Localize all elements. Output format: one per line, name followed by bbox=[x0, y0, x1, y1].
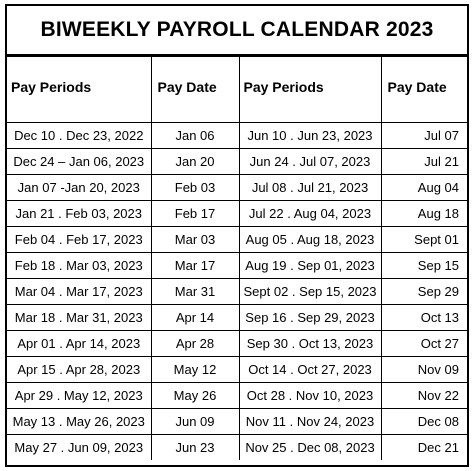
pay-period-cell: Apr 29 . May 12, 2023 bbox=[7, 383, 151, 409]
table-row bbox=[7, 357, 467, 383]
table-row bbox=[7, 175, 467, 201]
pay-period-cell: Aug 19 . Sep 01, 2023 bbox=[239, 253, 381, 279]
pay-date-cell: Jul 21 bbox=[381, 149, 467, 175]
pay-period-cell: May 13 . May 26, 2023 bbox=[7, 409, 151, 435]
pay-period-cell: Mar 18 . Mar 31, 2023 bbox=[7, 305, 151, 331]
pay-period-cell: Nov 11 . Nov 24, 2023 bbox=[239, 409, 381, 435]
pay-date-cell: Sep 29 bbox=[381, 279, 467, 305]
pay-date-cell: Dec 08 bbox=[381, 409, 467, 435]
pay-date-cell: Dec 21 bbox=[381, 435, 467, 461]
pay-period-cell: Apr 15 . Apr 28, 2023 bbox=[7, 357, 151, 383]
pay-period-cell: Feb 18 . Mar 03, 2023 bbox=[7, 253, 151, 279]
table-row bbox=[7, 123, 467, 149]
pay-period-cell: Dec 24 – Jan 06, 2023 bbox=[7, 149, 151, 175]
pay-period-cell: Nov 25 . Dec 08, 2023 bbox=[239, 435, 381, 461]
pay-period-cell: Oct 28 . Nov 10, 2023 bbox=[239, 383, 381, 409]
pay-period-cell: Dec 10 . Dec 23, 2022 bbox=[7, 123, 151, 149]
table-row bbox=[7, 149, 467, 175]
column-header-pay-periods: Pay Periods bbox=[239, 57, 381, 123]
pay-date-cell: Feb 03 bbox=[151, 175, 239, 201]
table-row bbox=[7, 331, 467, 357]
pay-date-cell: Jul 07 bbox=[381, 123, 467, 149]
pay-date-cell: Mar 17 bbox=[151, 253, 239, 279]
pay-period-cell: Apr 01 . Apr 14, 2023 bbox=[7, 331, 151, 357]
pay-period-cell: Jul 22 . Aug 04, 2023 bbox=[239, 201, 381, 227]
table-row bbox=[7, 409, 467, 435]
pay-date-cell: Aug 18 bbox=[381, 201, 467, 227]
pay-date-cell: Jun 09 bbox=[151, 409, 239, 435]
pay-period-cell: Feb 04 . Feb 17, 2023 bbox=[7, 227, 151, 253]
column-header-pay-periods: Pay Periods bbox=[7, 57, 151, 123]
table-row bbox=[7, 305, 467, 331]
pay-period-cell: Jan 21 . Feb 03, 2023 bbox=[7, 201, 151, 227]
page-title: BIWEEKLY PAYROLL CALENDAR 2023 bbox=[7, 6, 467, 56]
pay-period-cell: Mar 04 . Mar 17, 2023 bbox=[7, 279, 151, 305]
pay-period-cell: Oct 14 . Oct 27, 2023 bbox=[239, 357, 381, 383]
payroll-calendar bbox=[5, 4, 469, 467]
pay-date-cell: Nov 22 bbox=[381, 383, 467, 409]
pay-period-cell: May 27 . Jun 09, 2023 bbox=[7, 435, 151, 461]
column-header-pay-date: Pay Date bbox=[151, 57, 239, 123]
pay-period-cell: Sep 16 . Sep 29, 2023 bbox=[239, 305, 381, 331]
pay-date-cell: Oct 27 bbox=[381, 331, 467, 357]
table-row bbox=[7, 227, 467, 253]
pay-period-cell: Jan 07 -Jan 20, 2023 bbox=[7, 175, 151, 201]
pay-date-cell: May 12 bbox=[151, 357, 239, 383]
pay-date-cell: Jan 06 bbox=[151, 123, 239, 149]
header-row bbox=[7, 57, 467, 123]
pay-date-cell: May 26 bbox=[151, 383, 239, 409]
pay-date-cell: Nov 09 bbox=[381, 357, 467, 383]
table-row bbox=[7, 253, 467, 279]
table-row bbox=[7, 201, 467, 227]
pay-date-cell: Jun 23 bbox=[151, 435, 239, 461]
pay-date-cell: Apr 28 bbox=[151, 331, 239, 357]
pay-period-cell: Sept 02 . Sep 15, 2023 bbox=[239, 279, 381, 305]
table-row bbox=[7, 279, 467, 305]
pay-date-cell: Feb 17 bbox=[151, 201, 239, 227]
column-header-pay-date: Pay Date bbox=[381, 57, 467, 123]
pay-period-cell: Jun 10 . Jun 23, 2023 bbox=[239, 123, 381, 149]
pay-date-cell: Sept 01 bbox=[381, 227, 467, 253]
pay-period-cell: Sep 30 . Oct 13, 2023 bbox=[239, 331, 381, 357]
pay-date-cell: Oct 13 bbox=[381, 305, 467, 331]
pay-period-cell: Jun 24 . Jul 07, 2023 bbox=[239, 149, 381, 175]
payroll-table bbox=[7, 56, 467, 460]
table-row bbox=[7, 383, 467, 409]
pay-date-cell: Mar 31 bbox=[151, 279, 239, 305]
pay-date-cell: Apr 14 bbox=[151, 305, 239, 331]
pay-period-cell: Jul 08 . Jul 21, 2023 bbox=[239, 175, 381, 201]
table-row bbox=[7, 435, 467, 461]
pay-date-cell: Jan 20 bbox=[151, 149, 239, 175]
pay-date-cell: Sep 15 bbox=[381, 253, 467, 279]
pay-period-cell: Aug 05 . Aug 18, 2023 bbox=[239, 227, 381, 253]
pay-date-cell: Mar 03 bbox=[151, 227, 239, 253]
pay-date-cell: Aug 04 bbox=[381, 175, 467, 201]
